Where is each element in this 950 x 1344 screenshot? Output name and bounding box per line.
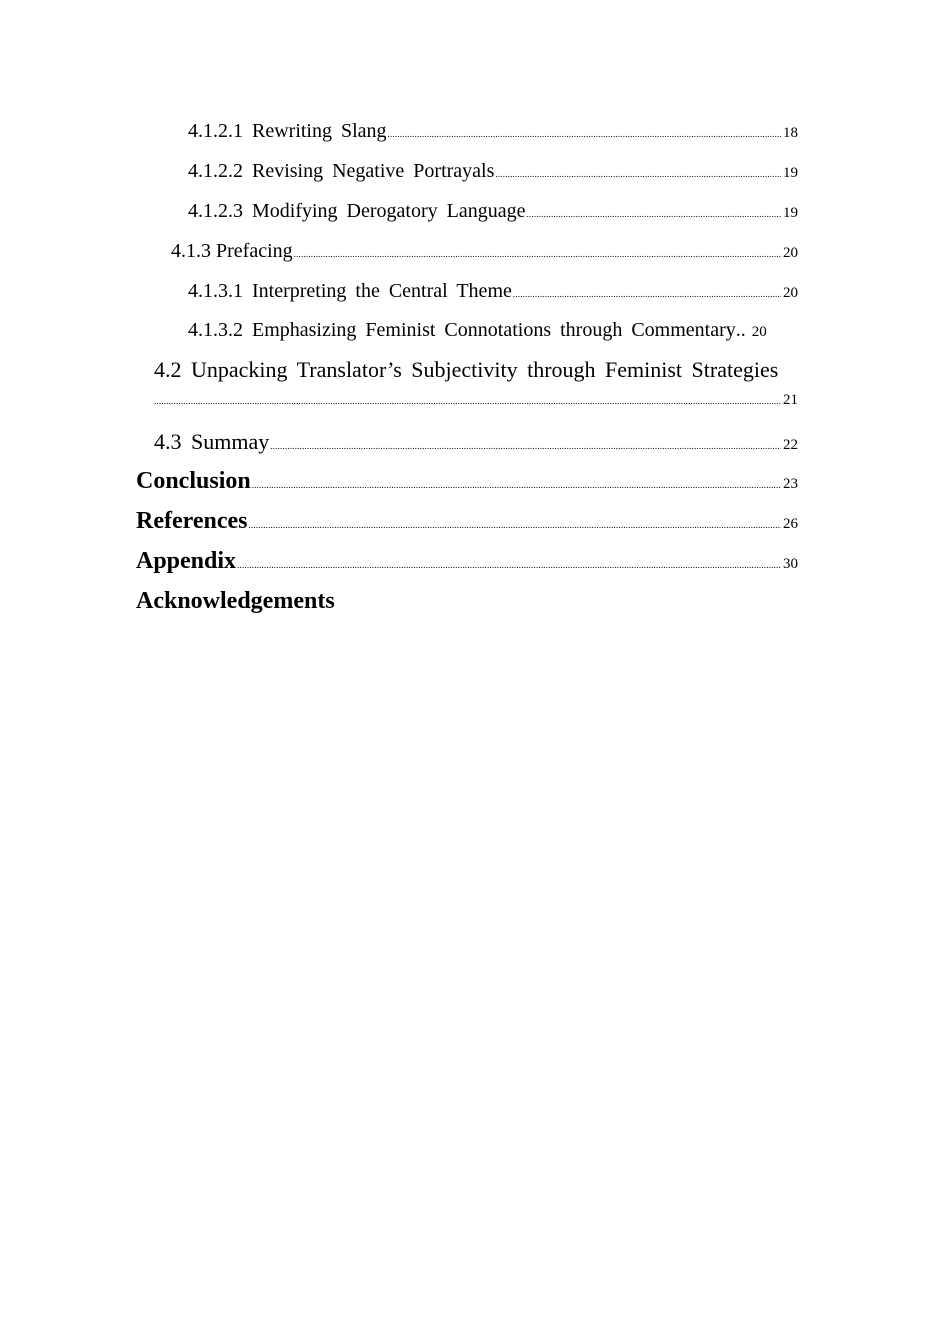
toc-page-number: 30 — [783, 556, 798, 572]
toc-entry-4-2-title[interactable]: 4.2 Unpacking Translator’s Subjectivity through Feminist Strategies — [154, 357, 779, 382]
toc-page-number: 23 — [783, 476, 798, 492]
toc-leader-dots — [495, 169, 781, 179]
toc-entry-4-3[interactable] — [154, 429, 798, 455]
toc-entry-title: 4.1.3.1 Interpreting the Central Theme — [188, 280, 512, 302]
toc-page-number: 21 — [783, 392, 798, 408]
toc-entry-title: Conclusion — [136, 468, 251, 494]
toc-entry-4-1-3[interactable] — [171, 240, 798, 263]
toc-page-number: 22 — [783, 437, 798, 453]
toc-entry-title: 4.1.3 Prefacing — [171, 240, 293, 262]
toc-entry-references[interactable] — [136, 508, 798, 535]
toc-entry-title: Acknowledgements — [136, 588, 335, 614]
toc-page-number: 19 — [783, 165, 798, 181]
toc-page-number: 18 — [783, 125, 798, 141]
toc-entry-acknowledgements[interactable] — [136, 588, 798, 615]
toc-entry-title: 4.1.3.2 Emphasizing Feminist Connotations through Commentary — [188, 319, 736, 341]
toc-entry-title: References — [136, 508, 248, 534]
toc-entry-4-1-2-2[interactable] — [188, 160, 798, 183]
toc-leader-dots — [513, 289, 781, 299]
toc-page-number: 19 — [783, 205, 798, 221]
toc-entry-appendix[interactable] — [136, 548, 798, 575]
toc-entry-4-2-leader-line[interactable] — [154, 392, 798, 409]
toc-leader-dots: .. — [735, 319, 746, 341]
toc-leader-dots — [294, 249, 781, 259]
toc-entry-4-1-3-2[interactable] — [188, 319, 824, 342]
toc-leader-dots — [526, 209, 781, 219]
toc-leader-dots — [237, 560, 781, 570]
toc-leader-dots — [249, 520, 782, 530]
toc-leader-dots — [154, 396, 781, 406]
toc-entry-title: 4.1.2.2 Revising Negative Portrayals — [188, 160, 495, 182]
toc-leader-dots — [388, 129, 781, 139]
toc-page-number: 26 — [783, 516, 798, 532]
toc-entry-4-1-2-1[interactable] — [188, 120, 798, 143]
toc-page-number: 20 — [783, 285, 798, 301]
toc-leader-dots — [270, 441, 781, 451]
toc-entry-title: 4.1.2.1 Rewriting Slang — [188, 120, 387, 142]
toc-page-number: 20 — [751, 324, 767, 340]
toc-entry-title: Appendix — [136, 548, 237, 574]
toc-leader-dots — [252, 480, 781, 490]
toc-entry-title: 4.1.2.3 Modifying Derogatory Language — [188, 200, 526, 222]
toc-entry-conclusion[interactable] — [136, 468, 798, 495]
toc-entry-title: 4.3 Summay — [154, 429, 270, 454]
toc-page-number: 20 — [783, 245, 798, 261]
toc-entry-4-1-2-3[interactable] — [188, 200, 798, 223]
toc-entry-4-1-3-1[interactable] — [188, 280, 798, 303]
